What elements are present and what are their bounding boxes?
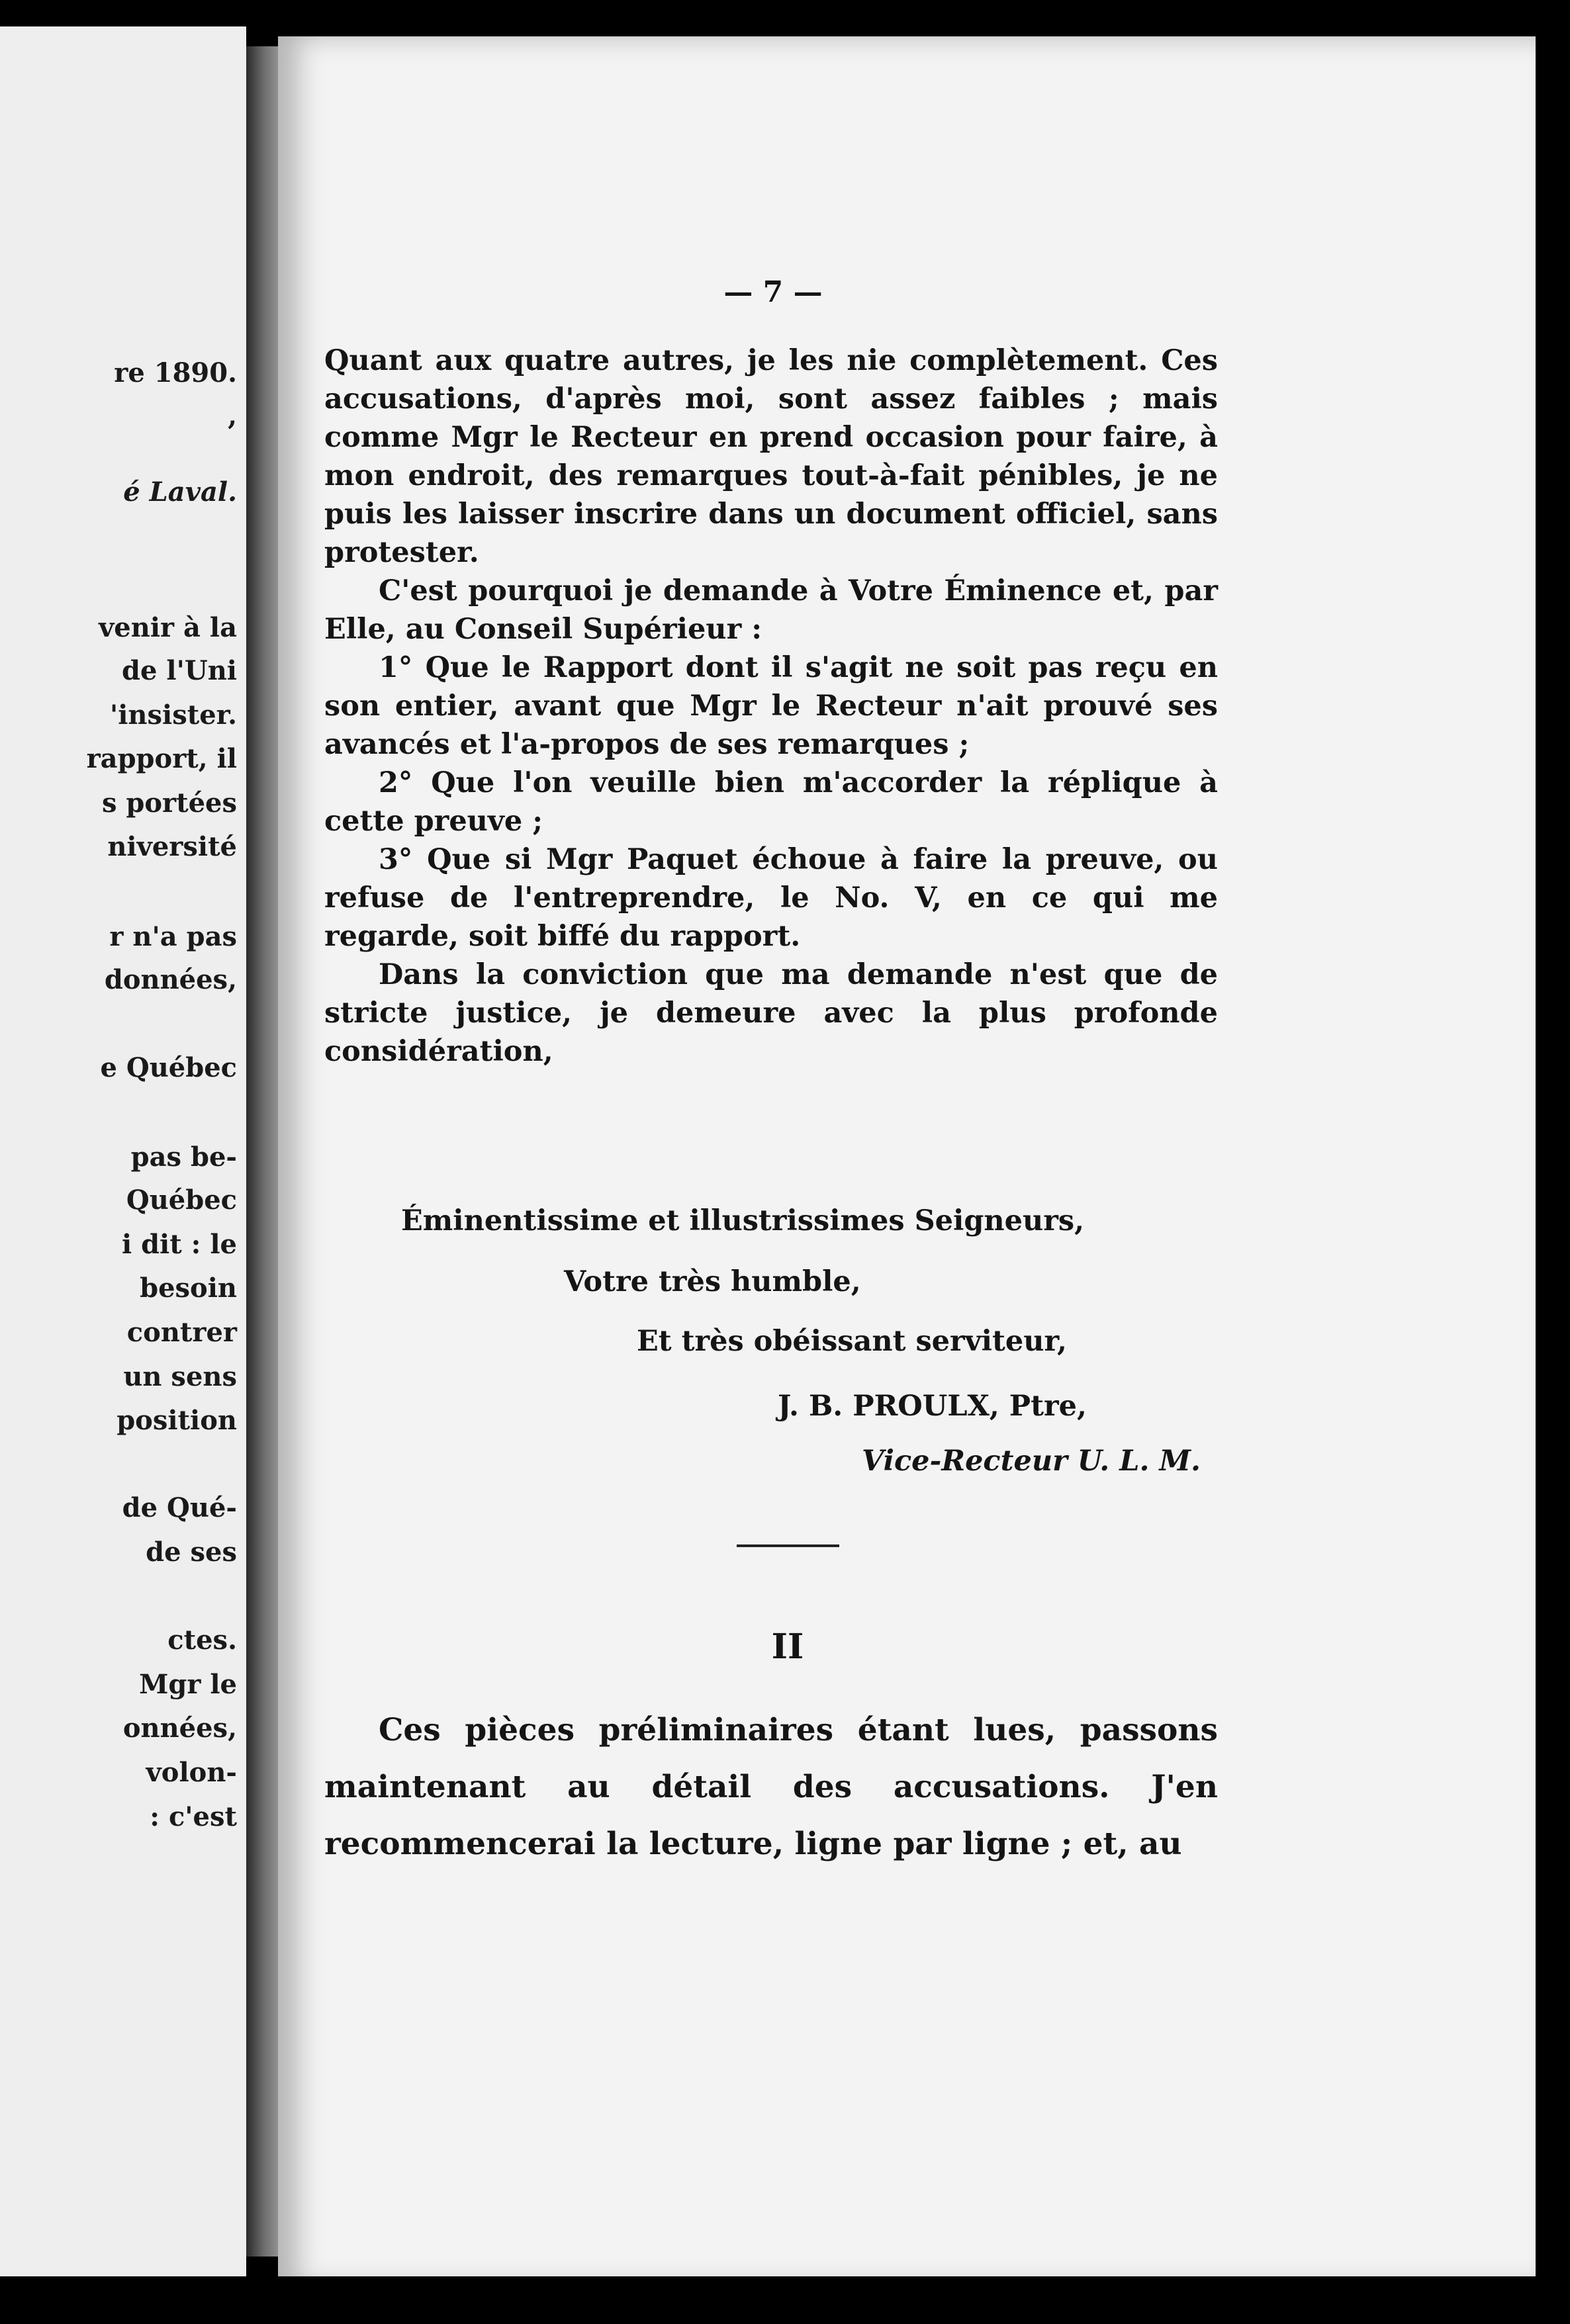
paragraph-2: C'est pourquoi je demande à Votre Éminence et, par Elle, au Conseil Supérieur : xyxy=(324,574,1218,646)
left-page-line: un sens xyxy=(123,1361,237,1392)
scan-border xyxy=(0,2276,1570,2324)
section-number: II xyxy=(771,1627,804,1667)
page-number: — 7 — xyxy=(723,275,823,309)
left-page-line: pas be- xyxy=(130,1141,237,1173)
left-page-line: ctes. xyxy=(167,1625,237,1656)
paragraph-3: Dans la conviction que ma demande n'est que de stricte justice, je demeure avec la plus profonde considération, xyxy=(324,958,1218,1068)
body-text-lower xyxy=(324,1702,1218,1873)
body-text-upper xyxy=(324,341,1218,1071)
closing-servant: Et très obéissant serviteur, xyxy=(637,1325,1067,1358)
signature-title: Vice-Recteur U. L. M. xyxy=(862,1445,1201,1478)
left-page-line: rapport, il xyxy=(86,743,237,774)
closing-humble: Votre très humble, xyxy=(564,1265,861,1298)
signature-name: J. B. PROULX, Ptre, xyxy=(778,1390,1087,1423)
left-page-line: volon- xyxy=(146,1757,237,1788)
left-page-line: i dit : le xyxy=(121,1229,237,1260)
left-page-line: é Laval. xyxy=(123,476,237,508)
left-page-line: données, xyxy=(104,964,237,995)
left-page-line: de ses xyxy=(146,1537,237,1568)
left-page-line: onnées, xyxy=(122,1713,237,1744)
left-page-line: de l'Uni xyxy=(122,655,237,686)
left-page-line: de Qué- xyxy=(122,1492,237,1523)
section-divider xyxy=(737,1544,839,1547)
paragraph-4: Ces pièces préliminaires étant lues, passons maintenant au détail des accusations. J'en recommencerai la lecture, ligne par ligne ; et, au xyxy=(324,1712,1218,1862)
paragraph-1: Quant aux quatre autres, je les nie complètement. Ces accusations, d'après moi, sont assez faibles ; mais comme Mgr le Recteur en prend occasion pour faire, à mon endroit, des remarques tout-à-fait pénibles, je ne puis les laisser inscrire dans un document officiel, sans protester. xyxy=(324,344,1218,569)
left-page-line: Mgr le xyxy=(139,1669,237,1700)
item-3: 3° Que si Mgr Paquet échoue à faire la preuve, ou refuse de l'entreprendre, le No. V, en ce qui me regarde, soit biffé du rapport. xyxy=(324,843,1218,953)
left-page-line: s portées xyxy=(101,787,237,819)
left-page-line: Québec xyxy=(126,1184,237,1216)
item-2: 2° Que l'on veuille bien m'accorder la réplique à cette preuve ; xyxy=(324,766,1218,838)
left-page-fragment xyxy=(0,26,246,2276)
salutation: Éminentissime et illustrissimes Seigneurs, xyxy=(401,1204,1085,1237)
left-page-line: venir à la xyxy=(99,612,237,643)
left-page-line: r n'a pas xyxy=(109,921,237,952)
left-page-line: 'insister. xyxy=(109,699,237,731)
left-page-line: : c'est xyxy=(150,1801,237,1832)
left-page-line: e Québec xyxy=(100,1052,237,1083)
left-page-line: , xyxy=(228,400,237,431)
left-page-line: contrer xyxy=(126,1317,237,1348)
left-page-line: position xyxy=(116,1405,237,1436)
left-page-line: niversité xyxy=(107,831,237,862)
left-page-line: re 1890. xyxy=(114,357,237,388)
item-1: 1° Que le Rapport dont il s'agit ne soit pas reçu en son entier, avant que Mgr le Recteur n'ait prouvé ses avancés et l'a-propos de ses remarques ; xyxy=(324,651,1218,761)
left-page-line: besoin xyxy=(140,1273,237,1304)
